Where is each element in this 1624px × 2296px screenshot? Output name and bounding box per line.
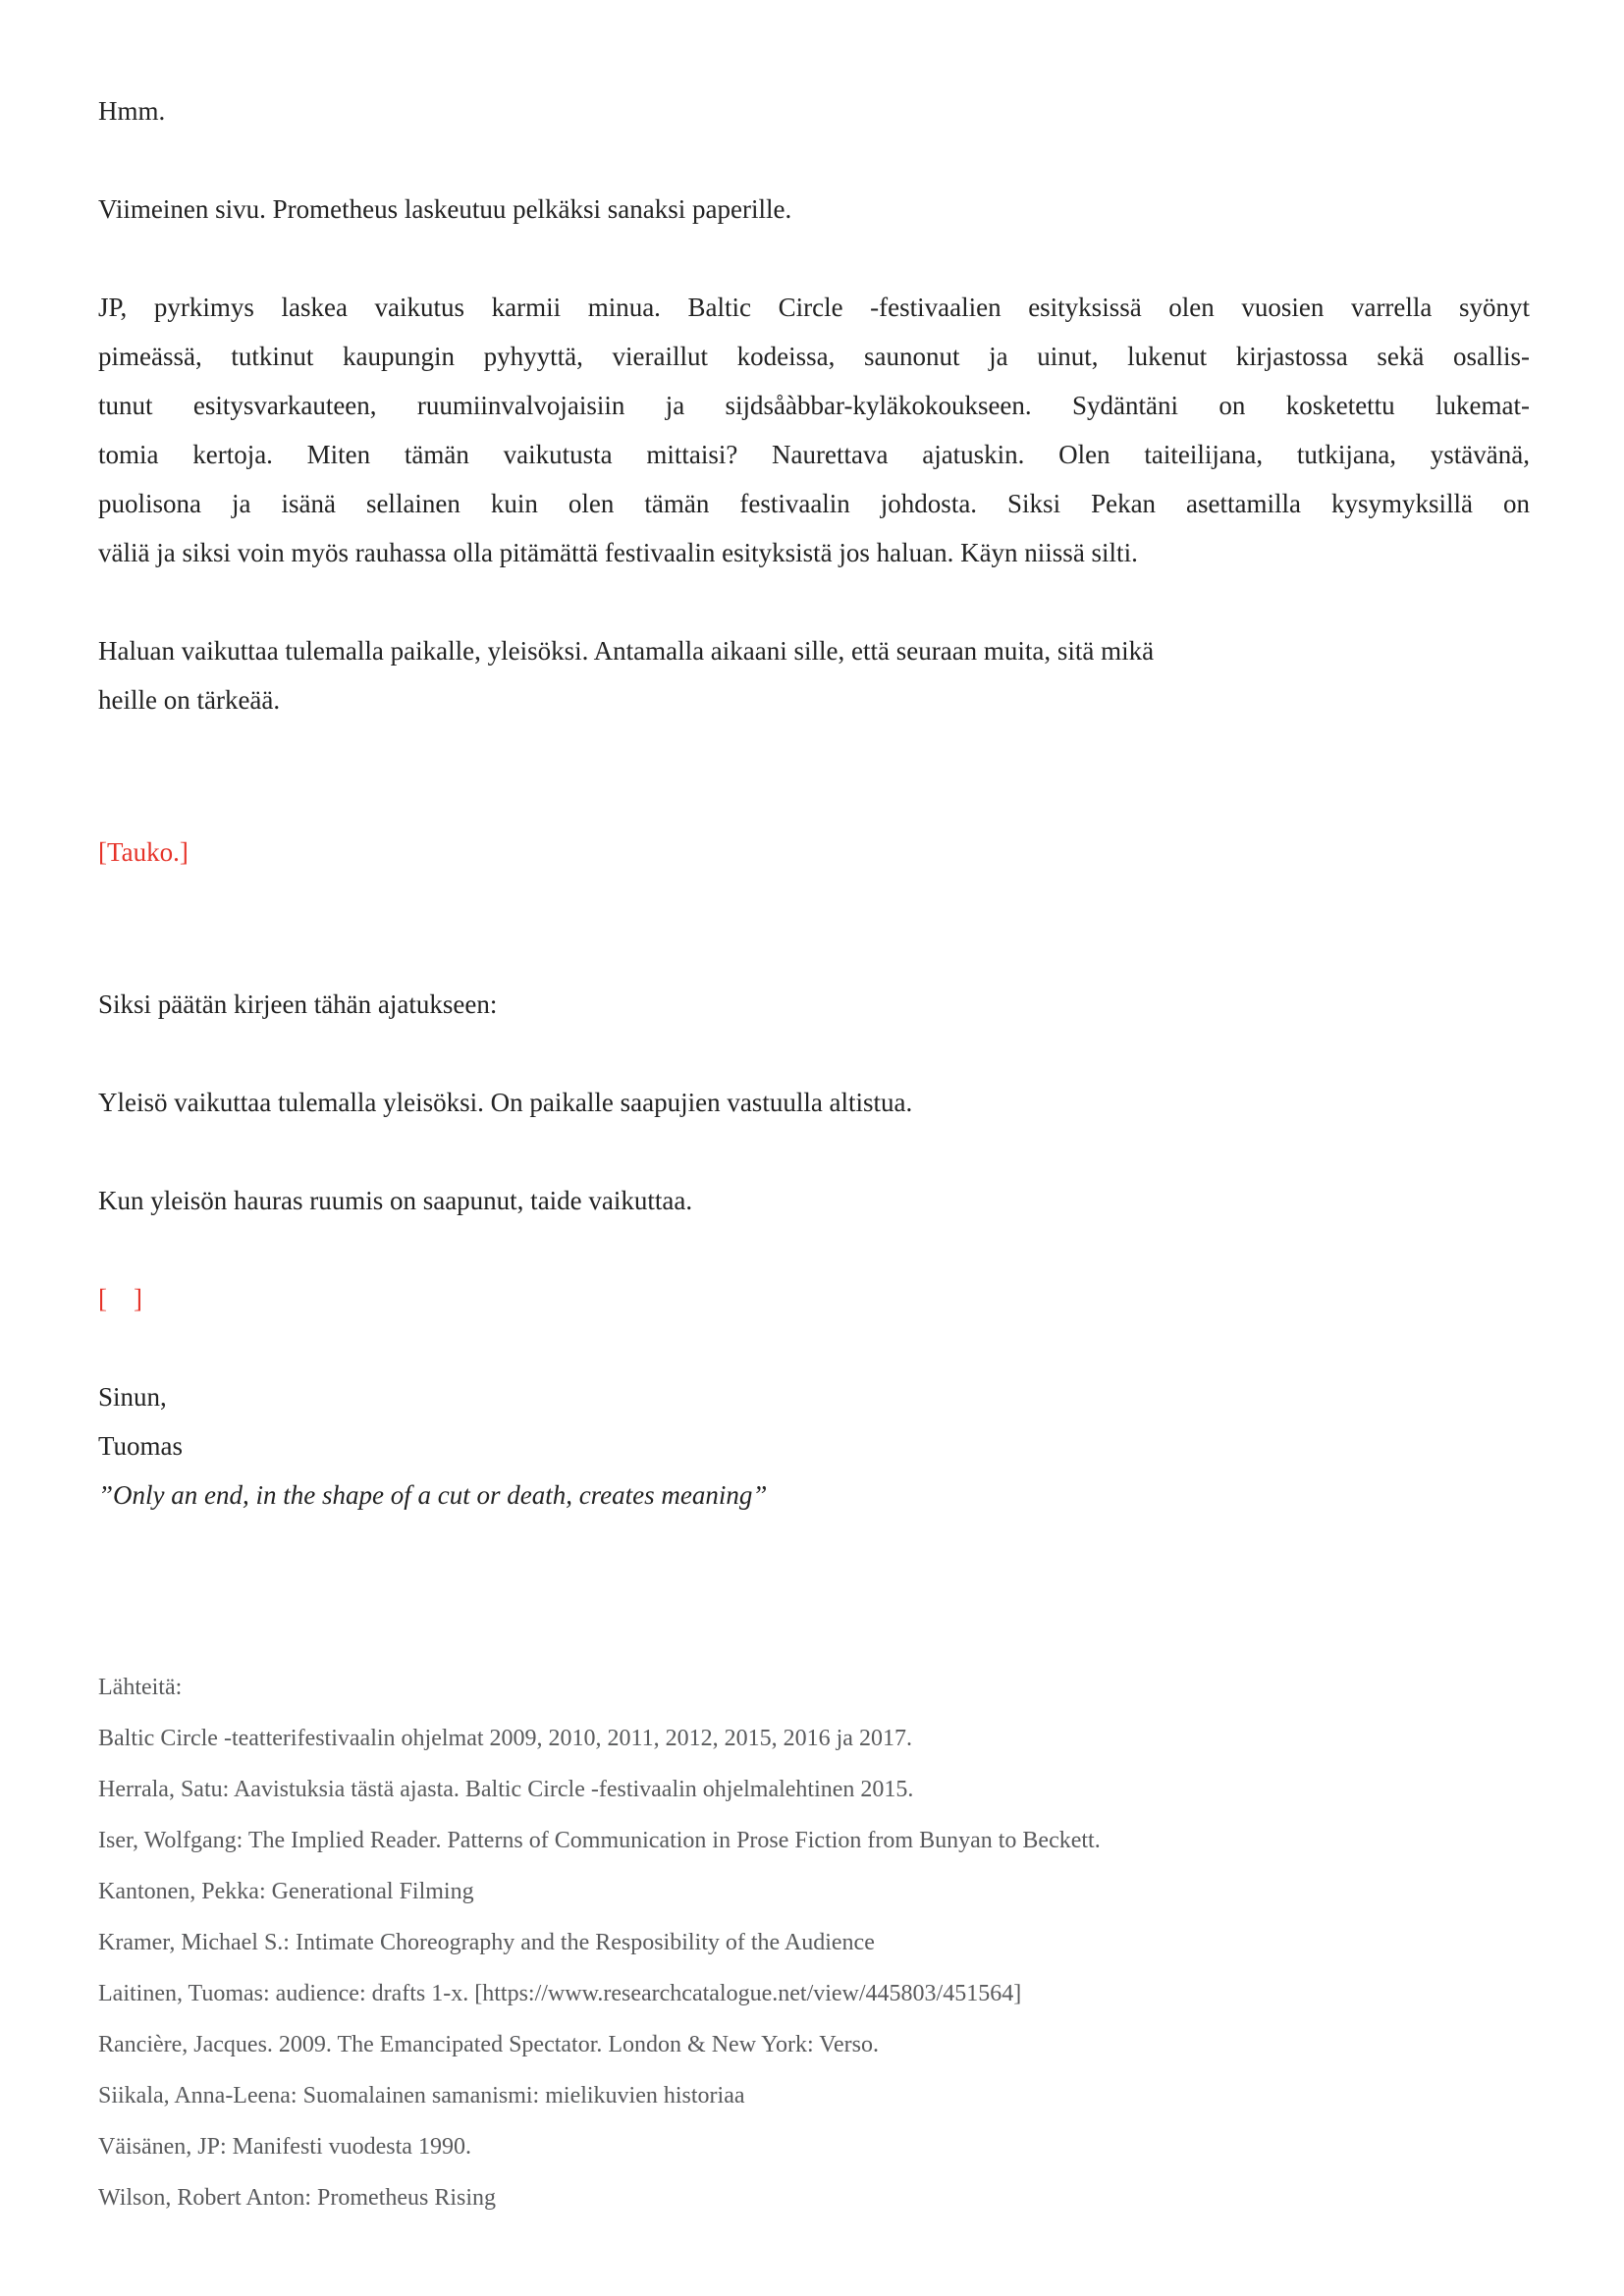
paragraph-haluan-line-1: Haluan vaikuttaa tulemalla paikalle, yleisöksi. Antamalla aikaani sille, että seuraan muita, sitä mikä: [98, 636, 1155, 666]
signoff-block: [98, 1372, 1530, 1520]
reference-item-5: Kramer, Michael S.: Intimate Choreography and the Resposibility of the Audience: [98, 1930, 875, 1955]
paragraph-main-line-2: pimeässä, tutkinut kaupungin pyhyyttä, vieraillut kodeissa, saunonut ja uinut, lukenut kirjastossa sekä osallis-: [98, 342, 1530, 371]
references-heading: Lähteitä:: [98, 1675, 183, 1700]
reference-item-4: Kantonen, Pekka: Generational Filming: [98, 1879, 474, 1904]
closing-quote: ”Only an end, in the shape of a cut or death, creates meaning”: [98, 1480, 768, 1510]
paragraph-kun: Kun yleisön hauras ruumis on saapunut, taide vaikuttaa.: [98, 1186, 693, 1215]
empty-brackets: [ ]: [98, 1284, 142, 1313]
reference-item-2: Herrala, Satu: Aavistuksia tästä ajasta. Baltic Circle -festivaalin ohjelmalehtinen 2015.: [98, 1777, 914, 1802]
signoff-sinun: Sinun,: [98, 1382, 167, 1412]
reference-item-10: Wilson, Robert Anton: Prometheus Rising: [98, 2185, 497, 2211]
paragraph-hmm: Hmm.: [98, 96, 166, 126]
paragraph-yleiso: Yleisö vaikuttaa tulemalla yleisöksi. On paikalle saapujien vastuulla altistua.: [98, 1088, 913, 1117]
paragraph-haluan-line-2: heille on tärkeää.: [98, 685, 281, 715]
paragraph-siksi: Siksi päätän kirjeen tähän ajatukseen:: [98, 989, 498, 1019]
reference-item-6: Laitinen, Tuomas: audience: drafts 1-x. [https://www.researchcatalogue.net/view/445803/451564]: [98, 1981, 1022, 2006]
reference-item-8: Siikala, Anna-Leena: Suomalainen samanismi: mielikuvien historiaa: [98, 2083, 745, 2109]
paragraph-main: [98, 283, 1530, 577]
paragraph-main-line-5: puolisona ja isänä sellainen kuin olen tämän festivaalin johdosta. Siksi Pekan asettamilla kysymyksillä on: [98, 489, 1530, 518]
reference-item-3: Iser, Wolfgang: The Implied Reader. Patterns of Communication in Prose Fiction from Bunyan to Beckett.: [98, 1828, 1101, 1853]
reference-item-1: Baltic Circle -teatterifestivaalin ohjelmat 2009, 2010, 2011, 2012, 2015, 2016 ja 2017.: [98, 1726, 912, 1751]
references-section: [98, 1662, 1530, 2223]
paragraph-last-page: Viimeinen sivu. Prometheus laskeutuu pelkäksi sanaksi paperille.: [98, 194, 792, 224]
paragraph-main-line-6: väliä ja siksi voin myös rauhassa olla pitämättä festivaalin esityksistä jos haluan. Käyn niissä silti.: [98, 538, 1138, 567]
reference-item-9: Väisänen, JP: Manifesti vuodesta 1990.: [98, 2134, 471, 2160]
signoff-tuomas: Tuomas: [98, 1431, 184, 1461]
reference-item-7: Rancière, Jacques. 2009. The Emancipated Spectator. London & New York: Verso.: [98, 2032, 879, 2057]
paragraph-main-line-4: tomia kertoja. Miten tämän vaikutusta mittaisi? Naurettava ajatuskin. Olen taiteilijana, tutkijana, ystävänä,: [98, 440, 1530, 469]
paragraph-main-line-3: tunut esitysvarkauteen, ruumiinvalvojaisiin ja sijdsåàbbar-kyläkokoukseen. Sydäntäni on kosketettu lukemat-: [98, 391, 1530, 420]
paragraph-haluan: [98, 626, 1530, 724]
paragraph-main-line-1: JP, pyrkimys laskea vaikutus karmii minua. Baltic Circle -festivaalien esityksissä olen vuosien varrella syönyt: [98, 293, 1530, 322]
stage-direction-tauko: [Tauko.]: [98, 837, 189, 867]
